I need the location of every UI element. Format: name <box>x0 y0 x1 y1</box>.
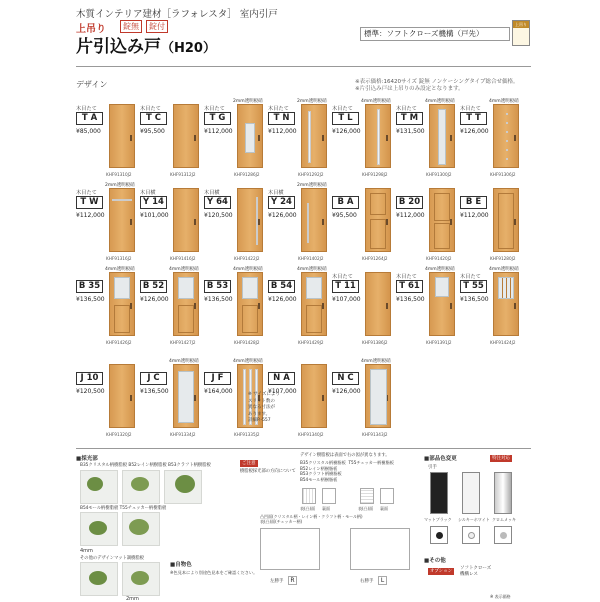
pull-handle-icon <box>194 135 196 141</box>
door-illustration <box>429 272 455 336</box>
glass-title: ■採光部 <box>76 456 98 462</box>
jf-slit-note: ※ サイズにより スリット数の 異なる寸法が あります。 詳細P.-557 <box>248 392 280 423</box>
glass-spec: 4mm透明板硝 <box>361 99 391 104</box>
right-hand-diagram <box>350 528 410 570</box>
door-card <box>204 267 268 370</box>
glass-spec: 2mm透明板硝 <box>297 183 327 188</box>
door-panel <box>242 305 258 333</box>
door-illustration <box>301 188 327 252</box>
door-price: ¥95,500 <box>332 212 357 219</box>
model-number: KHF91416J2 <box>170 256 196 261</box>
door-card <box>140 267 204 370</box>
glass-pane <box>178 371 194 423</box>
glass-spec: 2mm透明板硝 <box>233 99 263 104</box>
wood-grain-label: 木目たて <box>204 106 225 112</box>
door-price: ¥136,500 <box>460 296 489 303</box>
ura-label: 裏面 <box>322 506 330 511</box>
ura-label-2: 裏面 <box>380 506 388 511</box>
door-illustration <box>301 104 327 168</box>
wood-grain-label: 木目横 <box>204 190 220 196</box>
model-number: KHF91424J2 <box>490 340 516 345</box>
glass-spec: 4mm透明板硝 <box>297 267 327 272</box>
door-illustration <box>365 104 391 168</box>
pull-chrome-icon <box>494 472 512 514</box>
tag-no-lock: 錠無 <box>120 20 142 33</box>
option-badge: オプション <box>430 569 453 574</box>
door-card <box>76 267 140 370</box>
left-hand-label: 左勝手 <box>270 579 284 584</box>
title-sub: （H20） <box>161 41 216 56</box>
glass-pane <box>435 277 449 297</box>
door-illustration <box>109 272 135 336</box>
door-illustration <box>429 188 455 252</box>
wood-grain-label: 木目たて <box>140 106 161 112</box>
pull-handle-icon <box>258 135 260 141</box>
lock-chrome-icon <box>494 526 512 544</box>
door-price: ¥120,500 <box>204 212 233 219</box>
notice-text: 樹脂板採光部の方向について <box>240 469 296 474</box>
door-price: ¥136,500 <box>140 388 169 395</box>
door-illustration <box>493 188 519 252</box>
door-code: N C <box>332 372 359 385</box>
door-illustration <box>301 364 327 428</box>
door-code: B E <box>460 196 487 209</box>
model-number: KHF91386J2 <box>362 340 388 345</box>
door-price: ¥126,000 <box>268 296 297 303</box>
model-number: KHF91292J2 <box>298 172 324 177</box>
pull-handle-icon <box>322 395 324 401</box>
glass-2mm: 2mm <box>126 596 139 602</box>
model-number: KHF91427J2 <box>170 340 196 345</box>
pull-handle-icon <box>130 135 132 141</box>
pull-handle-icon <box>322 135 324 141</box>
parts-section <box>424 452 534 602</box>
glass-section <box>76 452 236 602</box>
glass-slit <box>308 111 311 163</box>
wood-grain-label: 木目たて <box>332 274 353 280</box>
glass-photo-3 <box>164 470 202 504</box>
glass-slit <box>377 109 380 165</box>
standard-feature: 標準：ソフトクローズ機構（戸先） <box>360 27 510 41</box>
pull-handle-icon <box>386 135 388 141</box>
model-number: KHF91391J2 <box>426 340 452 345</box>
pull-handle-icon <box>130 395 132 401</box>
door-code: B 20 <box>396 196 423 209</box>
door-card <box>268 267 332 370</box>
door-price: ¥112,000 <box>204 128 233 135</box>
left-hand-diagram <box>260 528 320 570</box>
door-price: ¥112,000 <box>268 128 297 135</box>
other-title: ■その他 <box>424 558 446 564</box>
pull-handle-icon <box>130 219 132 225</box>
door-illustration <box>365 188 391 252</box>
door-price: ¥126,000 <box>460 128 489 135</box>
model-number: KHF91340J2 <box>298 432 324 437</box>
pull-handle-icon <box>322 219 324 225</box>
glass-spec: 2mm透明板硝 <box>297 99 327 104</box>
glass-spec: 4mm透明板硝 <box>425 267 455 272</box>
wood-grain-label: 木目たて <box>396 274 417 280</box>
pull-handle-icon <box>450 303 452 309</box>
color-title: ■部品色変更 <box>424 456 457 462</box>
door-price: ¥136,500 <box>204 296 233 303</box>
door-code: T T <box>460 112 487 125</box>
door-code: T L <box>332 112 359 125</box>
glass-slit <box>307 203 309 243</box>
glass-pane <box>245 123 255 153</box>
pull-handle-icon <box>194 395 196 401</box>
model-number: KHF91429J2 <box>298 340 324 345</box>
color-3: クロムメッキ <box>492 517 516 522</box>
wood-grain-label: 木目たて <box>332 106 353 112</box>
pull-handle-icon <box>450 135 452 141</box>
door-panel <box>114 305 130 333</box>
door-illustration <box>109 188 135 252</box>
door-code: T G <box>204 112 231 125</box>
door-code: J 10 <box>76 372 103 385</box>
pull-label: 引手 <box>428 465 437 470</box>
top-hung-icon-label: 上吊り <box>515 22 527 27</box>
glass-items: B35クリスタル柄樹脂板 B52レイン柄樹脂板 B53クラフト柄樹脂板 <box>80 463 211 468</box>
model-number: KHF91320J2 <box>106 432 132 437</box>
door-panel <box>178 305 194 333</box>
glass-photo-1 <box>80 470 118 504</box>
glass-slit <box>506 131 508 133</box>
door-price: ¥136,500 <box>76 296 105 303</box>
model-number: KHF91420J2 <box>426 256 452 261</box>
door-code: T C <box>140 112 167 125</box>
glass-pane <box>438 109 446 165</box>
door-price: ¥101,000 <box>140 212 169 219</box>
door-illustration <box>109 104 135 168</box>
door-illustration <box>429 104 455 168</box>
door-code: Y 24 <box>268 196 295 209</box>
door-panel <box>434 193 450 221</box>
price-note: ※表示価格:16420サイズ 錠無 ノンケーシングタイプ総合せ価格。 <box>355 79 519 85</box>
door-code: B 52 <box>140 280 167 293</box>
glass-spec: 4mm透明板硝 <box>105 267 135 272</box>
model-number: KHF91280J2 <box>490 256 516 261</box>
door-illustration <box>173 272 199 336</box>
glass-spec: 4mm透明板硝 <box>489 99 519 104</box>
notice-badge: ご注意 <box>242 461 256 466</box>
glass-4mm: 4mm <box>80 548 93 554</box>
glass-items-2: B54モール柄樹脂板 T55チェッカー柄樹脂板 <box>80 506 167 511</box>
pull-handle-icon <box>386 219 388 225</box>
glass-other: その他のデザインマット調樹脂板 <box>80 556 144 561</box>
model-number: KHF91334J2 <box>170 432 196 437</box>
door-code: B 53 <box>204 280 231 293</box>
model-number: KHF91286J2 <box>234 172 260 177</box>
pull-white-icon <box>462 472 480 514</box>
door-price: ¥95,500 <box>140 128 165 135</box>
door-code: T A <box>76 112 103 125</box>
glass-slit <box>506 140 508 142</box>
pattern-front-2 <box>360 488 374 504</box>
top-hung-label: 上吊り <box>76 24 106 35</box>
pattern-front-1 <box>302 488 316 504</box>
pull-handle-icon <box>514 135 516 141</box>
section-design: デザイン <box>76 80 108 89</box>
door-illustration <box>237 104 263 168</box>
glass-spec: 4mm透明板硝 <box>169 267 199 272</box>
door-illustration <box>301 272 327 336</box>
model-number: KHF91306J2 <box>490 172 516 177</box>
door-price: ¥126,000 <box>268 212 297 219</box>
r-box: R <box>288 576 297 585</box>
model-number: KHF91312J2 <box>170 172 196 177</box>
door-illustration <box>365 272 391 336</box>
door-price: ¥164,000 <box>204 388 233 395</box>
lock-black-icon <box>430 526 448 544</box>
omote-label-2: 表(凸)面 <box>358 506 374 511</box>
tag-with-lock: 錠付 <box>146 20 168 33</box>
design-note: デザイン樹脂板は表面で右の図が異なります。 <box>300 453 390 458</box>
door-price: ¥107,000 <box>332 296 361 303</box>
page-title <box>76 32 216 57</box>
glass-spec: 4mm透明板硝 <box>169 359 199 364</box>
hanging-note: ※片引込み戸は上吊りのみ設定となります。 <box>355 86 464 92</box>
door-panel <box>370 219 386 249</box>
door-price: ¥112,000 <box>460 212 489 219</box>
door-code: T W <box>76 196 103 209</box>
door-panel <box>498 193 514 249</box>
door-price: ¥85,000 <box>76 128 101 135</box>
model-number: KHF91316J2 <box>106 256 132 261</box>
door-illustration <box>493 104 519 168</box>
omote-label: 表(凸)面 <box>300 506 316 511</box>
wood-grain-label: 木目たて <box>460 106 481 112</box>
door-price: ¥136,500 <box>396 296 425 303</box>
glass-pane <box>242 277 258 299</box>
pull-handle-icon <box>514 219 516 225</box>
door-price: ¥131,500 <box>396 128 425 135</box>
glass-slit <box>243 369 246 425</box>
door-panel <box>434 223 450 249</box>
color-2: シルキーホワイト <box>458 517 490 522</box>
glass-spec: 4mm透明板硝 <box>489 267 519 272</box>
glass-pane <box>114 277 130 299</box>
door-panel <box>370 193 386 215</box>
wood-grain-label: 木目たて <box>460 274 481 280</box>
door-price: ¥107,000 <box>268 388 297 395</box>
pull-handle-icon <box>194 219 196 225</box>
direction-note: 凸凹面(クリスタル柄・レイン柄・クラフト柄・モール柄) 表(凸)面(チェッカー柄) <box>260 514 363 524</box>
model-number: KHF91300J2 <box>426 172 452 177</box>
door-card <box>396 267 460 370</box>
option-text: ソフトクローズ 機構レス <box>460 566 492 577</box>
footer-note: ※ 表示価格 <box>490 594 511 599</box>
door-code: Y 64 <box>204 196 231 209</box>
door-illustration <box>173 188 199 252</box>
model-number: KHF91310J2 <box>106 172 132 177</box>
pattern-back-1 <box>322 488 336 504</box>
door-illustration <box>173 364 199 428</box>
door-code: T 61 <box>396 280 423 293</box>
wood-grain-label: 木目たて <box>268 106 289 112</box>
model-number: KHF91426J2 <box>106 340 132 345</box>
door-illustration <box>365 364 391 428</box>
glass-photo-5 <box>122 512 160 546</box>
door-code: Y 14 <box>140 196 167 209</box>
door-code: T 11 <box>332 280 359 293</box>
glass-slit <box>112 199 132 201</box>
door-illustration <box>109 364 135 428</box>
door-code: B 35 <box>76 280 103 293</box>
wood-grain-label: 木目たて <box>76 106 97 112</box>
model-number: KHF91402J2 <box>298 256 324 261</box>
pull-handle-icon <box>386 303 388 309</box>
model-number: KHF91335J2 <box>234 432 260 437</box>
door-code: T 55 <box>460 280 487 293</box>
glass-spec: 4mm透明板硝 <box>361 359 391 364</box>
door-code: B 54 <box>268 280 295 293</box>
glass-slit <box>506 149 508 151</box>
self-color-text: ※色見本により別途色見本をご確認ください。 <box>170 570 258 575</box>
model-number: KHF91428J2 <box>234 340 260 345</box>
door-card <box>460 267 524 370</box>
glass-slit <box>506 122 508 124</box>
glass-pane <box>370 369 387 425</box>
pull-handle-icon <box>130 303 132 309</box>
door-illustration <box>493 272 519 336</box>
glass-photo-7 <box>122 562 160 596</box>
pull-handle-icon <box>258 303 260 309</box>
door-price: ¥112,000 <box>396 212 425 219</box>
glass-pane <box>498 277 514 299</box>
glass-spec: 4mm透明板硝 <box>233 267 263 272</box>
door-code: T N <box>268 112 295 125</box>
self-color-title: ■自物色 <box>170 562 192 568</box>
door-code: J F <box>204 372 231 385</box>
door-panel <box>306 305 322 333</box>
top-hung-icon <box>512 20 530 46</box>
pull-handle-icon <box>194 303 196 309</box>
door-code: J C <box>140 372 167 385</box>
door-code: N A <box>268 372 295 385</box>
wood-grain-label: 木目たて <box>396 106 417 112</box>
glass-photo-2 <box>122 470 160 504</box>
model-number: KHF91298J2 <box>362 172 388 177</box>
door-price: ¥126,000 <box>332 388 361 395</box>
pull-handle-icon <box>258 219 260 225</box>
door-card <box>332 272 396 370</box>
door-price: ¥120,500 <box>76 388 105 395</box>
glass-slit <box>506 113 508 115</box>
wood-grain-label: 木目横 <box>268 190 284 196</box>
color-1: マットブラック <box>424 517 452 522</box>
glass-spec: 4mm透明板硝 <box>233 359 263 364</box>
door-code: T M <box>396 112 423 125</box>
door-price: ¥126,000 <box>332 128 361 135</box>
wood-grain-label: 木目たて <box>76 190 97 196</box>
model-number: KHF91343J2 <box>362 432 388 437</box>
glass-slit <box>506 158 508 160</box>
lock-white-icon <box>462 526 480 544</box>
glass-pane <box>306 277 322 299</box>
glass-photo-6 <box>80 562 118 596</box>
pull-handle-icon <box>450 219 452 225</box>
door-price: ¥112,000 <box>76 212 105 219</box>
resin-list: B35クリスタル柄樹脂板 T55チェッカー柄樹脂板 B52レイン柄樹脂板 B53クラフト柄樹脂板 B54モール柄樹脂板 <box>300 460 394 482</box>
door-illustration <box>173 104 199 168</box>
door-code: B A <box>332 196 359 209</box>
glass-spec: 2mm透明板硝 <box>105 183 135 188</box>
door-illustration <box>237 188 263 252</box>
pattern-back-2 <box>380 488 394 504</box>
glass-pane <box>178 277 194 299</box>
door-price: ¥126,000 <box>140 296 169 303</box>
glass-photo-4 <box>80 512 118 546</box>
glass-spec: 4mm透明板硝 <box>425 99 455 104</box>
right-hand-label: 右勝手 <box>360 579 374 584</box>
wood-grain-label: 木目横 <box>140 190 156 196</box>
door-illustration <box>237 272 263 336</box>
catalog-subtitle: 木質インテリア建材［ラフォレスタ］ 室内引戸 <box>76 9 278 20</box>
model-number: KHF91264J2 <box>362 256 388 261</box>
model-number: KHF91422J2 <box>234 256 260 261</box>
l-box: L <box>378 576 387 585</box>
title-main: 片引込み戸 <box>76 37 161 57</box>
pull-handle-icon <box>514 303 516 309</box>
glass-slit <box>256 197 258 245</box>
pull-handle-icon <box>322 303 324 309</box>
pull-black-icon <box>430 472 448 514</box>
special-badge: 特注対応 <box>492 456 510 461</box>
